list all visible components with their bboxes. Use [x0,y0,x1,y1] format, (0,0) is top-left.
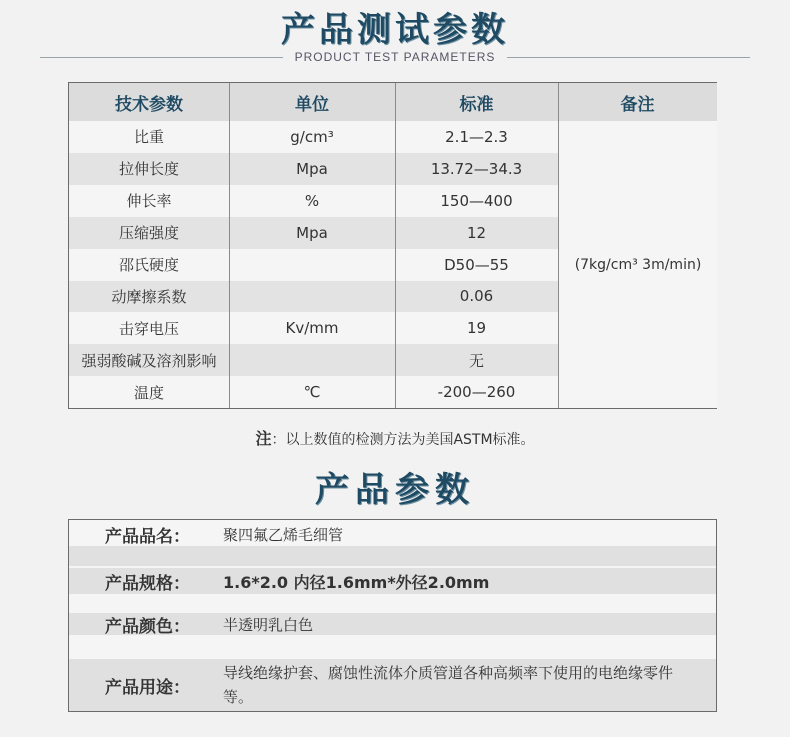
product-name-label: 产品品名： [105,526,190,547]
product-name-value: 聚四氟乙烯毛细管 [223,525,344,544]
standard-cell: 150—400 [440,191,513,210]
unit-cell: Mpa [296,159,328,178]
table-row [69,376,558,408]
param-cell: 击穿电压 [118,319,179,338]
table-row [69,312,558,344]
product-use-label: 产品用途： [105,677,190,698]
standard-cell: D50—55 [444,255,509,274]
footnote [0,426,790,449]
table-row [69,281,558,313]
table-row [69,217,558,249]
divider-right [507,57,750,58]
page-title: 产品测试参数 [281,10,509,50]
shade-band [69,546,716,566]
column-divider [558,83,559,408]
divider-left [40,57,283,58]
standard-cell: 0.06 [459,287,494,306]
table-row [69,344,558,376]
param-cell: 拉伸长度 [118,160,179,179]
unit-cell: Mpa [296,223,328,242]
unit-cell [229,344,395,376]
param-cell: 压缩强度 [118,224,179,243]
unit-cell: Kv/mm [285,319,339,338]
param-cell: 伸长率 [126,192,172,211]
test-parameters-table [68,82,717,409]
product-color-value: 半透明乳白色 [223,615,314,634]
header-standard: 标准 [395,83,558,121]
remark-cell: (7kg/cm³ 3m/min) [559,121,717,408]
note-prefix: 注 [255,429,272,448]
product-color-label: 产品颜色： [105,616,190,637]
standard-cell: 19 [466,319,487,338]
product-spec-label: 产品规格： [105,573,190,594]
param-cell: 强弱酸碱及溶剂影响 [81,351,217,370]
note-text: ：以上数值的检测方法为美国ASTM标准。 [271,432,535,448]
product-parameters-table [68,519,717,712]
header-remark: 备注 [558,83,717,121]
product-use-value: 导线绝缘护套、腐蚀性流体介质管道各种高频率下使用的电绝缘零件等。 [223,664,674,706]
unit-cell: % [304,191,320,210]
param-cell: 动摩擦系数 [111,287,187,306]
subtitle-row [40,48,750,66]
standard-cell: -200—260 [437,383,516,402]
column-divider [229,83,230,408]
unit-cell: g/cm³ [290,127,334,146]
unit-cell: ℃ [303,383,321,402]
header-unit: 单位 [229,83,395,121]
unit-cell [229,281,395,313]
table-row [69,185,558,217]
standard-cell: 2.1—2.3 [445,127,508,146]
standard-cell: 12 [466,223,487,242]
table-row [69,249,558,281]
header-param: 技术参数 [69,83,229,121]
param-cell: 比重 [133,128,164,147]
param-cell: 温度 [133,383,164,402]
column-divider [395,83,396,408]
section-title: 产品参数 [315,470,475,510]
page-subtitle: PRODUCT TEST PARAMETERS [294,50,496,64]
product-spec-value: 1.6*2.0 内径1.6mm*外径2.0mm [223,572,490,592]
standard-cell: 13.72—34.3 [430,159,523,178]
table-row [69,153,558,185]
unit-cell [229,249,395,281]
table-row [69,121,558,153]
standard-cell: 无 [468,351,484,370]
param-cell: 邵氏硬度 [118,256,179,275]
